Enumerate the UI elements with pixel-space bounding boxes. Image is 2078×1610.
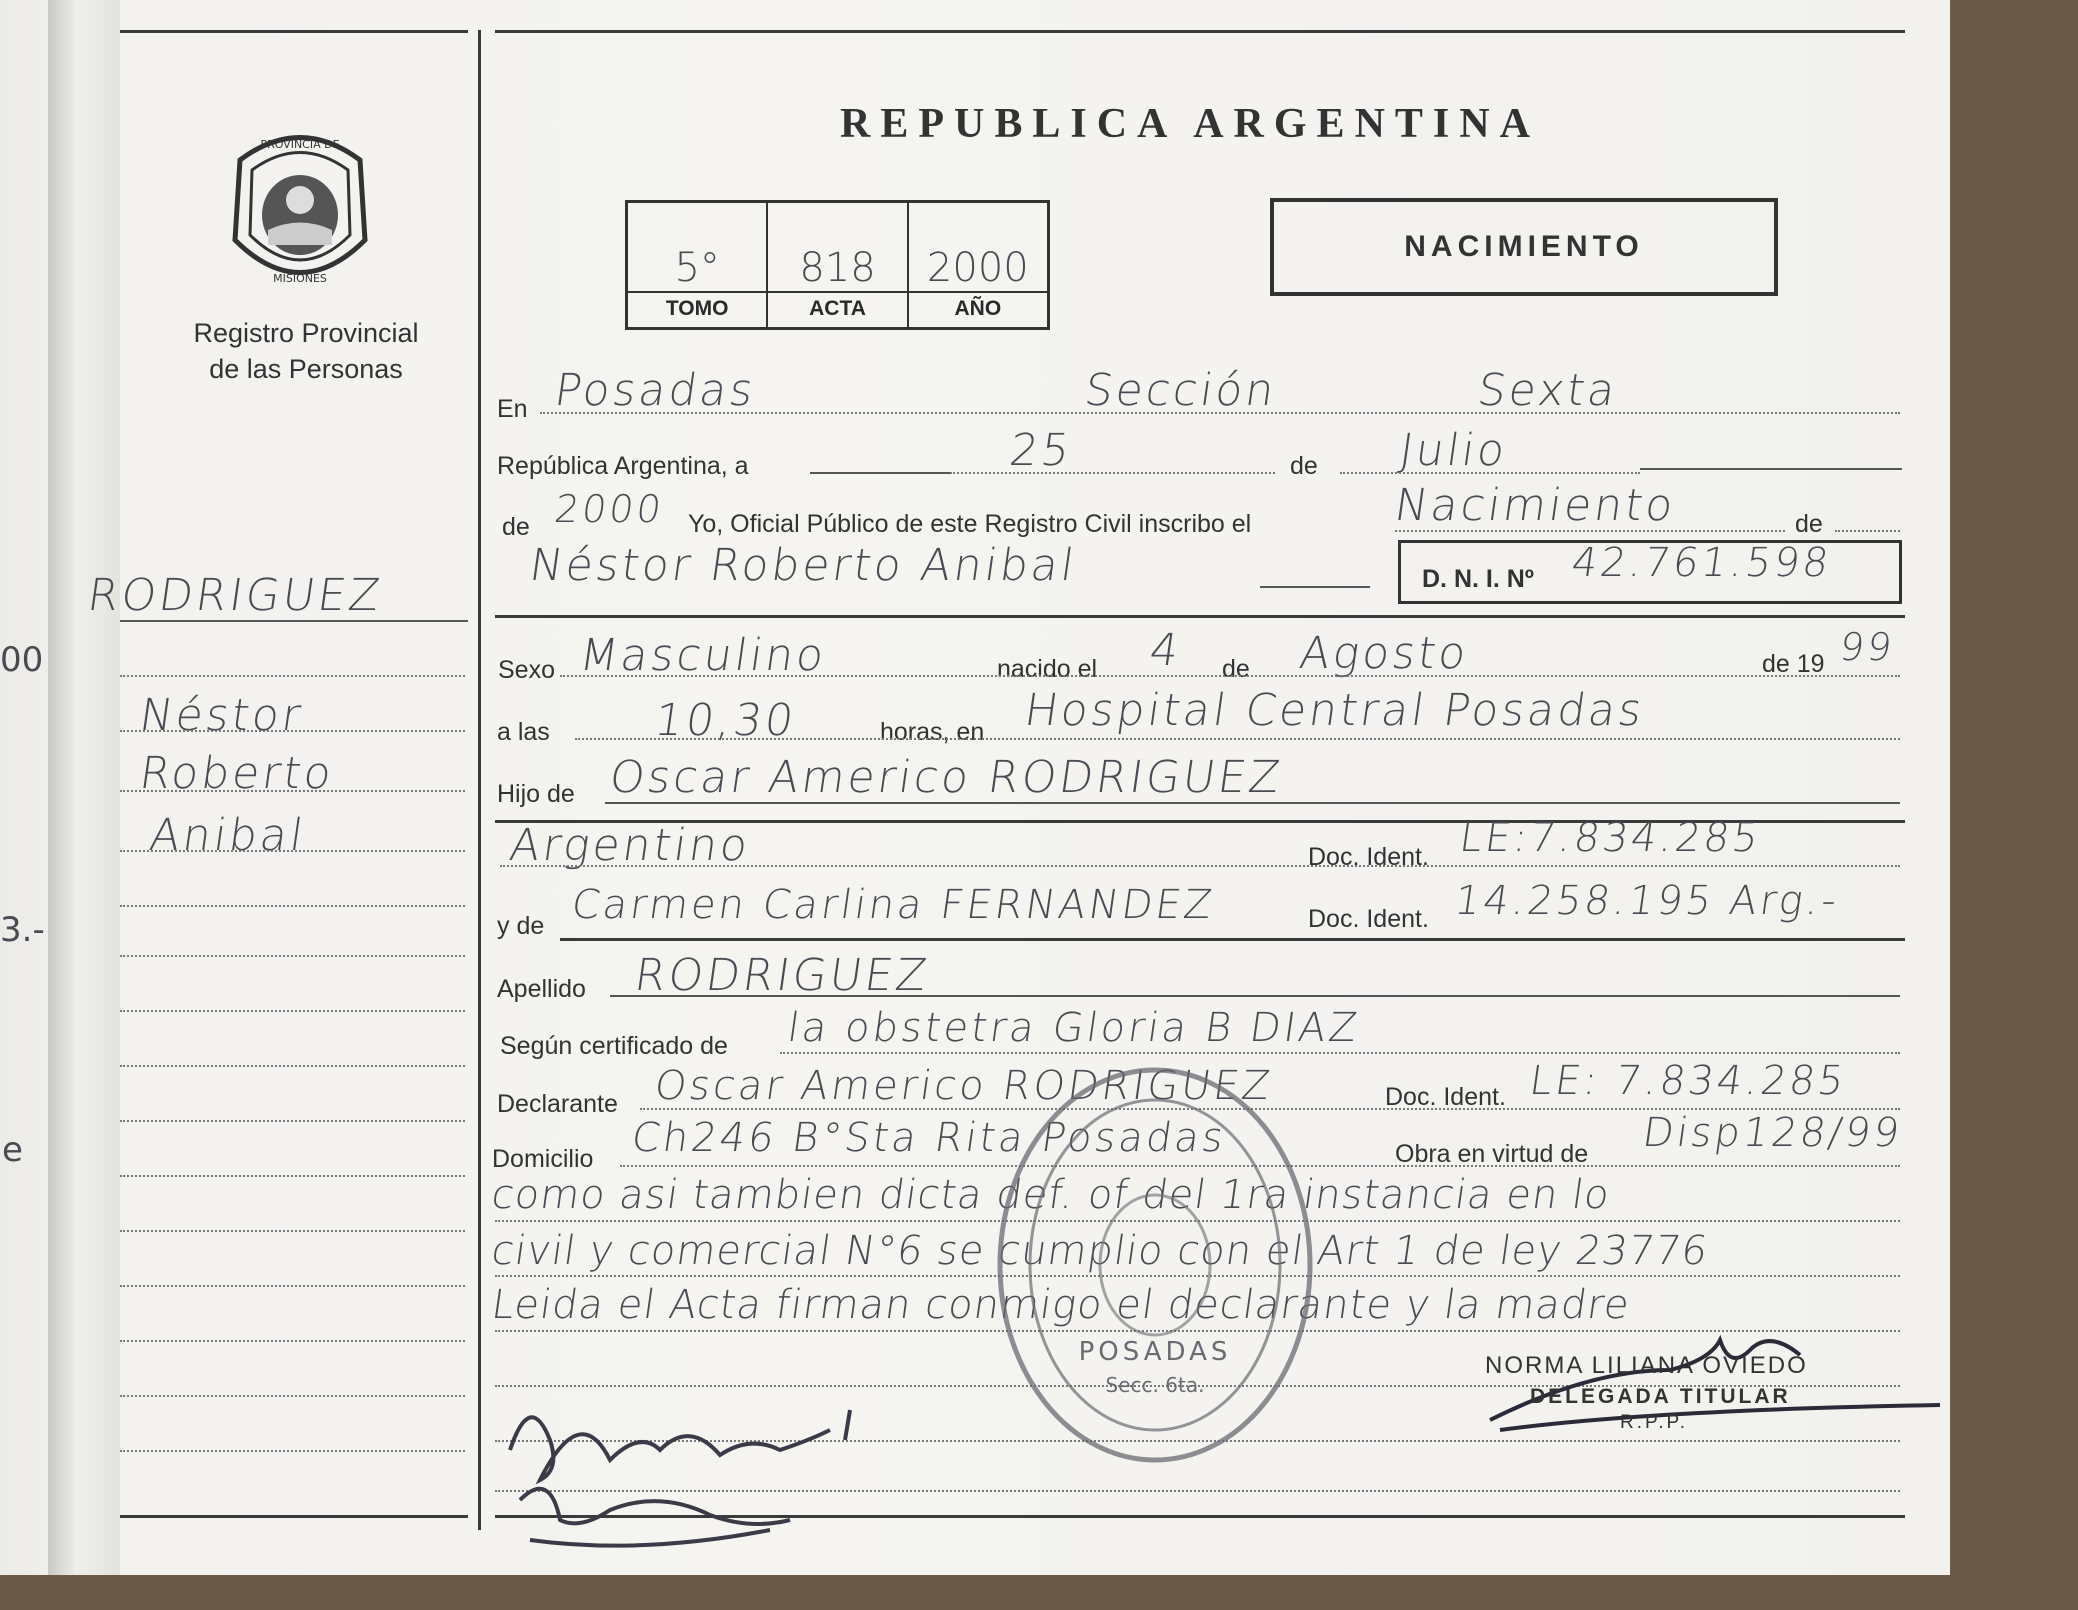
nacido-month: Agosto [1296, 628, 1473, 679]
a-las-label: a las [497, 718, 550, 746]
record-type-box: NACIMIENTO [1270, 198, 1778, 296]
margin-dotline [120, 1230, 465, 1232]
hijo-label: Hijo de [497, 780, 575, 808]
obs-line-2: civil y comercial N°6 se cumplio con el Art 1 de ley 23776 [488, 1228, 1712, 1274]
margin-dotline [120, 1285, 465, 1287]
section-rule [495, 615, 1905, 618]
margin-dotline [120, 675, 465, 677]
person-name: Néstor Roberto Anibal [526, 540, 1080, 591]
province-emblem-icon [220, 120, 380, 295]
anio-cell [909, 203, 1047, 327]
margin-dotline [120, 1065, 465, 1067]
form-dotline [1395, 530, 1785, 532]
left-strip-mark: e [2, 1130, 23, 1170]
sexta-value: Sexta [1474, 365, 1622, 416]
margin-name2: Roberto [136, 748, 338, 799]
nacido-de-label: de [1222, 655, 1250, 683]
margin-name1: Néstor [136, 690, 307, 741]
margin-dotline [120, 1340, 465, 1342]
year-value: 2000 [551, 487, 667, 531]
tomo-value: 5° [674, 245, 720, 291]
official-title: DELEGADA TITULAR [1530, 1385, 1791, 1408]
segun-label: Según certificado de [500, 1032, 728, 1060]
padre-value: Oscar Americo RODRIGUEZ [606, 752, 1286, 803]
form-underline [610, 995, 1900, 997]
doc-ident-label: Doc. Ident. [1308, 905, 1429, 933]
de19-label: de 19 [1762, 650, 1825, 678]
lugar-value: Hospital Central Posadas [1021, 685, 1648, 736]
segun-value: la obstetra Gloria B DIAZ [784, 1005, 1363, 1051]
margin-dotline [120, 905, 465, 907]
margin-dotline [120, 955, 465, 957]
margin-dotline [120, 850, 465, 852]
apellido-label: Apellido [497, 975, 586, 1003]
de-year-label: de [502, 513, 530, 541]
obs-line-1: como asi tambien dicta def. of del 1ra instancia en lo [488, 1172, 1614, 1218]
acta-label: ACTA [768, 291, 906, 321]
top-rule-right [495, 30, 1905, 33]
anio-label: AÑO [909, 291, 1047, 321]
y-de-label: y de [497, 912, 545, 940]
section-rule [560, 938, 1905, 941]
tomo-cell [628, 203, 768, 327]
form-underline [605, 802, 1900, 804]
form-dotline [500, 865, 1900, 867]
obs-line-3: Leida el Acta firman conmigo el declarante y la madre [488, 1282, 1633, 1328]
padre-nacionalidad: Argentino [506, 820, 754, 871]
form-dotline [1835, 530, 1900, 532]
margin-dotline [120, 730, 465, 732]
apellido-value: RODRIGUEZ [631, 950, 933, 1001]
nacido-day: 4 [1146, 625, 1185, 676]
nacido-label: nacido el [997, 655, 1098, 683]
en-label: En [497, 395, 528, 423]
official-office: R.P.P. [1620, 1412, 1689, 1433]
margin-dotline [120, 790, 465, 792]
registry-name [176, 315, 436, 387]
margin-dotline [120, 1120, 465, 1122]
form-dotline [780, 1052, 1900, 1054]
anio-value: 2000 [926, 245, 1029, 291]
form-dotline [560, 675, 1900, 677]
margin-rule [120, 620, 468, 622]
seccion-value: Sección [1081, 365, 1281, 416]
stamp-city: POSADAS [1078, 1337, 1232, 1367]
acta-value: 818 [799, 245, 876, 291]
day-value: 25 [1006, 425, 1076, 476]
emblem-top-text: PROVINCIA DE [260, 138, 340, 151]
en-value: Posadas [551, 365, 760, 416]
obra-label: Obra en virtud de [1395, 1140, 1589, 1168]
republica-label: República Argentina, a [497, 452, 749, 480]
page-title: REPUBLICA ARGENTINA [840, 101, 1540, 147]
margin-bottom-rule [120, 1515, 468, 1518]
declarante-value: Oscar Americo RODRIGUEZ [651, 1063, 1276, 1109]
declarante-doc-value: LE: 7.834.285 [1526, 1058, 1850, 1104]
registry-line1: Registro Provincial [193, 318, 419, 348]
sexo-label: Sexo [498, 656, 555, 684]
margin-dotline [120, 1175, 465, 1177]
doc-ident-label: Doc. Ident. [1308, 843, 1429, 871]
stamp-section: Secc. 6ta. [1105, 1373, 1205, 1397]
domicilio-value: Ch246 B°Sta Rita Posadas [628, 1115, 1230, 1161]
form-underline [1640, 468, 1902, 470]
declarante-label: Declarante [497, 1090, 618, 1118]
book-gutter [48, 0, 120, 1575]
margin-dotline [120, 1010, 465, 1012]
tomo-label: TOMO [628, 291, 766, 321]
de-label: de [1290, 452, 1318, 480]
margin-dotline [120, 1395, 465, 1397]
form-underline [810, 472, 950, 474]
form-dotline [1340, 472, 1640, 474]
horas-en-label: horas, en [880, 718, 985, 746]
official-name: NORMA LILIANA OVIEDO [1485, 1352, 1808, 1379]
month-value: Julio [1396, 425, 1511, 476]
margin-name3: Anibal [146, 810, 309, 861]
left-strip-mark: 00 [0, 640, 44, 680]
top-rule-left [120, 30, 468, 33]
form-underline [1260, 586, 1370, 588]
margin-dotline [120, 1450, 465, 1452]
column-divider [478, 30, 481, 1530]
dni-label: D. N. I. Nº [1422, 565, 1534, 593]
emblem-bottom-text: MISIONES [273, 272, 327, 285]
registry-stamp-icon [990, 1060, 1320, 1470]
inscribo-value: Nacimiento [1391, 480, 1680, 531]
dni-value: 42.761.598 [1568, 540, 1835, 586]
declarant-signature-icon [490, 1380, 950, 1570]
madre-doc-value: 14.258.195 Arg.- [1451, 878, 1843, 924]
hora-value: 10,30 [651, 695, 800, 746]
declarante-doc-label: Doc. Ident. [1385, 1083, 1506, 1111]
form-dotline [950, 472, 1275, 474]
de-after-label: de [1795, 510, 1823, 538]
nacido-year: 99 [1836, 625, 1898, 669]
acta-cell [768, 203, 908, 327]
form-dotline [540, 412, 1900, 414]
oficial-label: Yo, Oficial Público de este Registro Civil inscribo el [688, 510, 1252, 538]
padre-doc-value: LE:7.834.285 [1456, 815, 1764, 861]
margin-surname: RODRIGUEZ [84, 570, 386, 621]
left-strip-mark: 3.- [0, 910, 45, 950]
official-signature-icon [1470, 1310, 1950, 1450]
madre-value: Carmen Carlina FERNANDEZ [568, 882, 1218, 928]
record-number-box [625, 200, 1050, 330]
obra-value: Disp128/99 [1639, 1110, 1906, 1156]
registry-line2: de las Personas [209, 354, 403, 384]
domicilio-label: Domicilio [492, 1145, 594, 1173]
form-dotline [575, 738, 1900, 740]
sexo-value: Masculino [576, 630, 830, 681]
